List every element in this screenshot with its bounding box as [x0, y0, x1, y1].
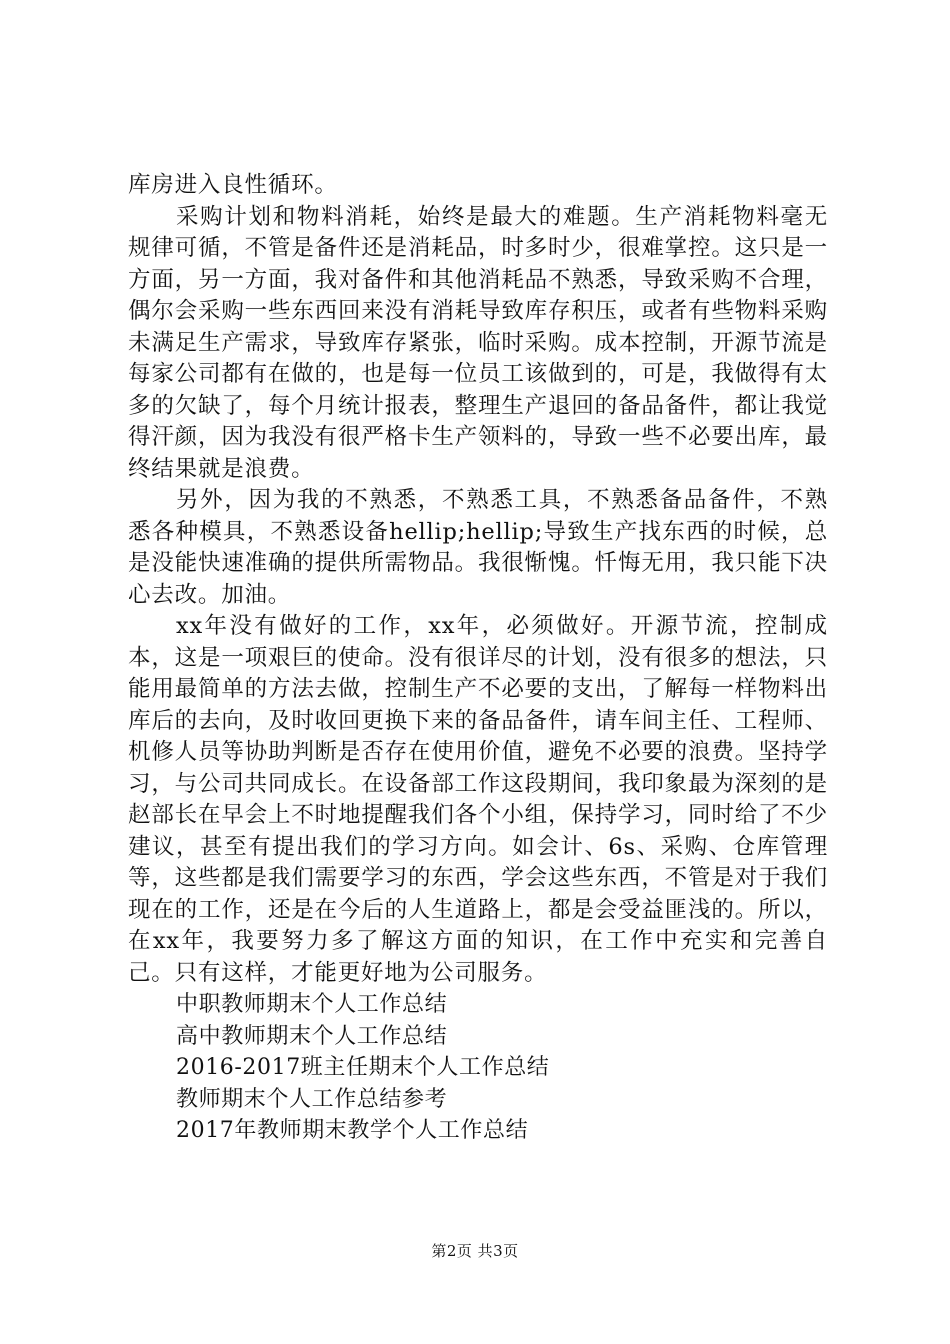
paragraph-2: 采购计划和物料消耗，始终是最大的难题。生产消耗物料毫无规律可循，不管是备件还是消耗品，时多时少，很难掌控。这只是一方面，另一方面，我对备件和其他消耗品不熟悉，导致采购不合理，偶尔会采购一些东西回来没有消耗导致库存积压，或者有些物料采购未满足生产需求，导致库存紧张，临时采购。成本控制，开源节流是每家公司都有在做的，也是每一位员工该做到的，可是，我做得有太多的欠缺了，每个月统计报表，整理生产退回的备品备件，都让我觉得汗颜，因为我没有很严格卡生产领料的，导致一些不必要出库，最终结果就是浪费。 — [128, 203, 828, 482]
related-link-3[interactable]: 2016-2017班主任期末个人工作总结 — [176, 1055, 550, 1080]
paragraph-1: 库房进入良性循环。 — [128, 172, 338, 198]
paragraph-3: 另外，因为我的不熟悉，不熟悉工具，不熟悉备品备件，不熟悉各种模具，不熟悉设备hellip;hellip;导致生产找东西的时候，总是没能快速准确的提供所需物品。我很惭愧。忏悔无用，我只能下决心去改。加油。 — [128, 487, 828, 608]
related-links-list — [128, 989, 828, 1147]
related-link-2[interactable]: 高中教师期末个人工作总结 — [176, 1023, 448, 1049]
page-number-footer: 第2页 共3页 — [431, 1242, 519, 1260]
related-link-4[interactable]: 教师期末个人工作总结参考 — [176, 1086, 448, 1112]
related-link-5[interactable]: 2017年教师期末教学个人工作总结 — [176, 1118, 529, 1143]
document-body — [128, 170, 828, 1147]
paragraph-4: xx年没有做好的工作，xx年，必须做好。开源节流，控制成本，这是一项艰巨的使命。没有很详尽的计划，没有很多的想法，只能用最简单的方法去做，控制生产不必要的支出，了解每一样物料出库后的去向，及时收回更换下来的备品备件，请车间主任、工程师、机修人员等协助判断是否存在使用价值，避免不必要的浪费。坚持学习，与公司共同成长。在设备部工作这段期间，我印象最为深刻的是赵部长在早会上不时地提醒我们各个小组，保持学习，同时给了不少建议，甚至有提出我们的学习方向。如会计、6s、采购、仓库管理等，这些都是我们需要学习的东西，学会这些东西，不管是对于我们现在的工作，还是在今后的人生道路上，都是会受益匪浅的。所以，在xx年，我要努力多了解这方面的知识，在工作中充实和完善自己。只有这样，才能更好地为公司服务。 — [128, 613, 828, 986]
related-link-1[interactable]: 中职教师期末个人工作总结 — [176, 992, 448, 1017]
